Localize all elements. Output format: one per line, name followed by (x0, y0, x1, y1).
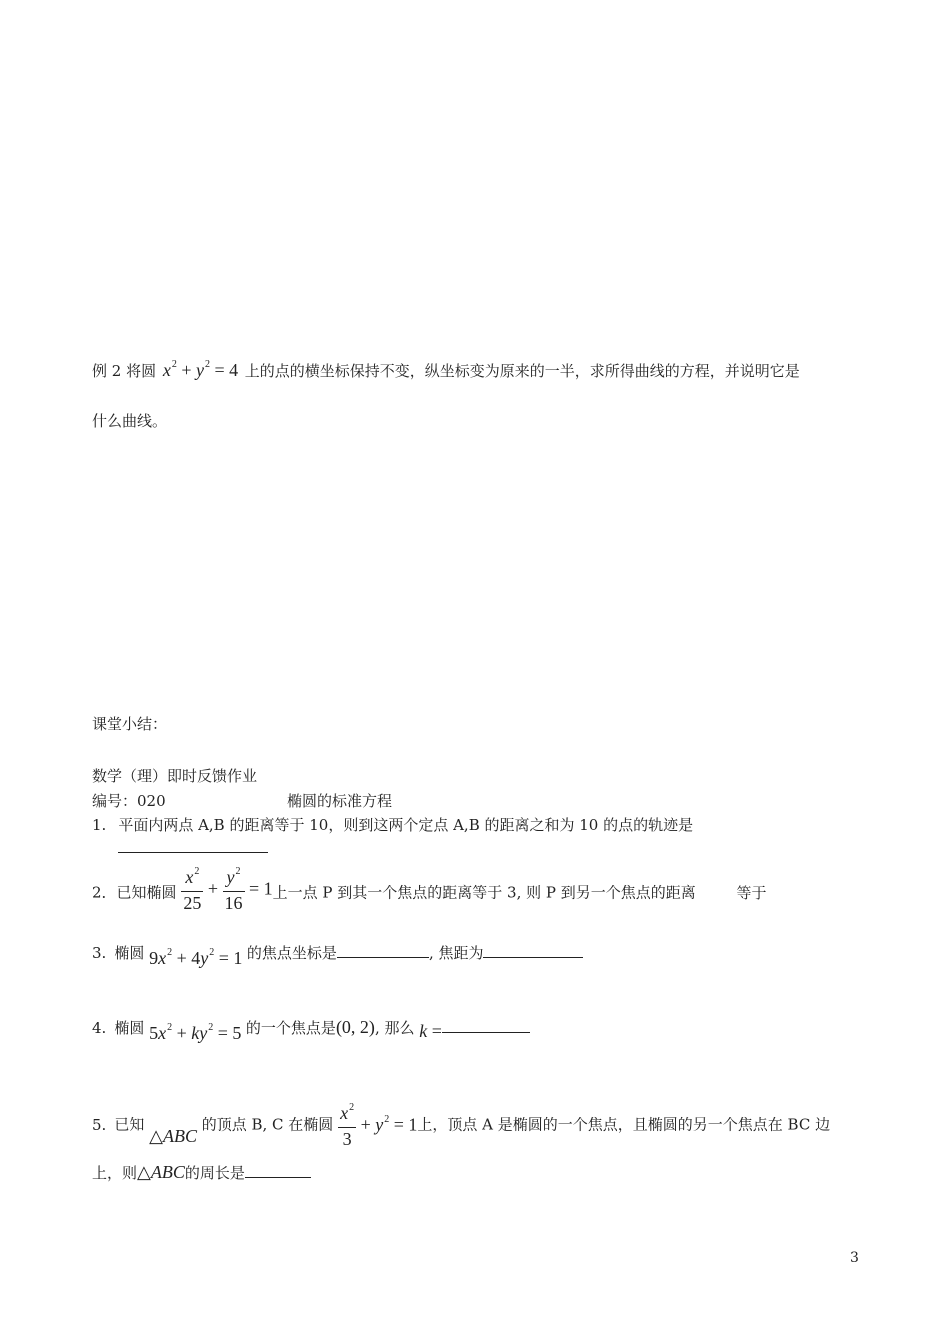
question-5: 5. 已知 △ABC 的顶点 B, C 在椭圆 $\frac{x^2}{3}$ + $y^2 = 1$上，顶点 A 是椭圆的一个焦点，且椭圆的另一个焦点在 BC 边 (92, 1102, 831, 1149)
question-5-line2: 上，则△ABC的周长是 (92, 1162, 311, 1183)
q3-ellipse-equation: $9x^2 + 4y^2 = 1$ (149, 947, 243, 968)
q2-ellipse-equation: $\frac{x^2}{25}$ + $\frac{y^2}{16}$ = 1 (183, 866, 273, 913)
circle-equation: $x^2 + y^2 = 4$ (162, 359, 239, 380)
q3-number: 3. (92, 944, 107, 962)
example2-line1 (92, 360, 800, 381)
question-2: 2．已知椭圆 $\frac{x^2}{25}$ + $\frac{y^2}{16}$ = 1上一点 P 到其一个焦点的距离等于 3, 则 P 到另一个焦点的距离 等于 (92, 866, 767, 913)
summary-label: 课堂小结： (92, 715, 168, 733)
q5-ellipse-equation: $\frac{x^2}{3}$ + $y^2 = 1$ (340, 1102, 418, 1149)
q4-k-expression: k = (419, 1021, 442, 1041)
q2-number: 2． (92, 883, 117, 902)
homework-topic: 椭圆的标准方程 (287, 792, 393, 810)
q5-answer-blank[interactable] (245, 1163, 311, 1178)
question-1 (92, 814, 693, 835)
q4-number: 4. (92, 1019, 107, 1037)
example2-line2: 什么曲线。 (92, 412, 168, 430)
homework-title: 数学（理）即时反馈作业 (92, 767, 258, 785)
q5-triangle-2: △ABC (137, 1162, 185, 1182)
q1-number: 1. (92, 816, 107, 834)
q4-ellipse-equation: $5x^2 + ky^2 = 5$ (149, 1022, 242, 1043)
q4-focus-point: (0, 2) (335, 1017, 375, 1037)
homework-number: 编号：020 (92, 792, 166, 810)
example2-prefix: 例 2 将圆 (92, 362, 157, 380)
q1-text: 平面内两点 A,B 的距离等于 10，则到这两个定点 A,B 的距离之和为 10 的点的轨迹是 (118, 816, 694, 834)
q3-focal-distance-blank[interactable] (483, 943, 583, 958)
q1-answer-blank[interactable] (118, 852, 268, 853)
q5-number: 5. (92, 1115, 107, 1134)
q3-foci-blank[interactable] (337, 943, 429, 958)
q5-triangle: △ABC (149, 1125, 197, 1146)
q4-answer-blank[interactable] (442, 1018, 530, 1033)
question-4: 4. 椭圆 $5x^2 + ky^2 = 5$ 的一个焦点是(0, 2), 那么 k = (92, 1017, 530, 1038)
question-3: 3. 椭圆 $9x^2 + 4y^2 = 1$ 的焦点坐标是 , 焦距为 (92, 942, 583, 963)
page-number: 3 (850, 1250, 859, 1266)
example2-text: 上的点的横坐标保持不变，纵坐标变为原来的一半，求所得曲线的方程，并说明它是 (244, 362, 800, 380)
